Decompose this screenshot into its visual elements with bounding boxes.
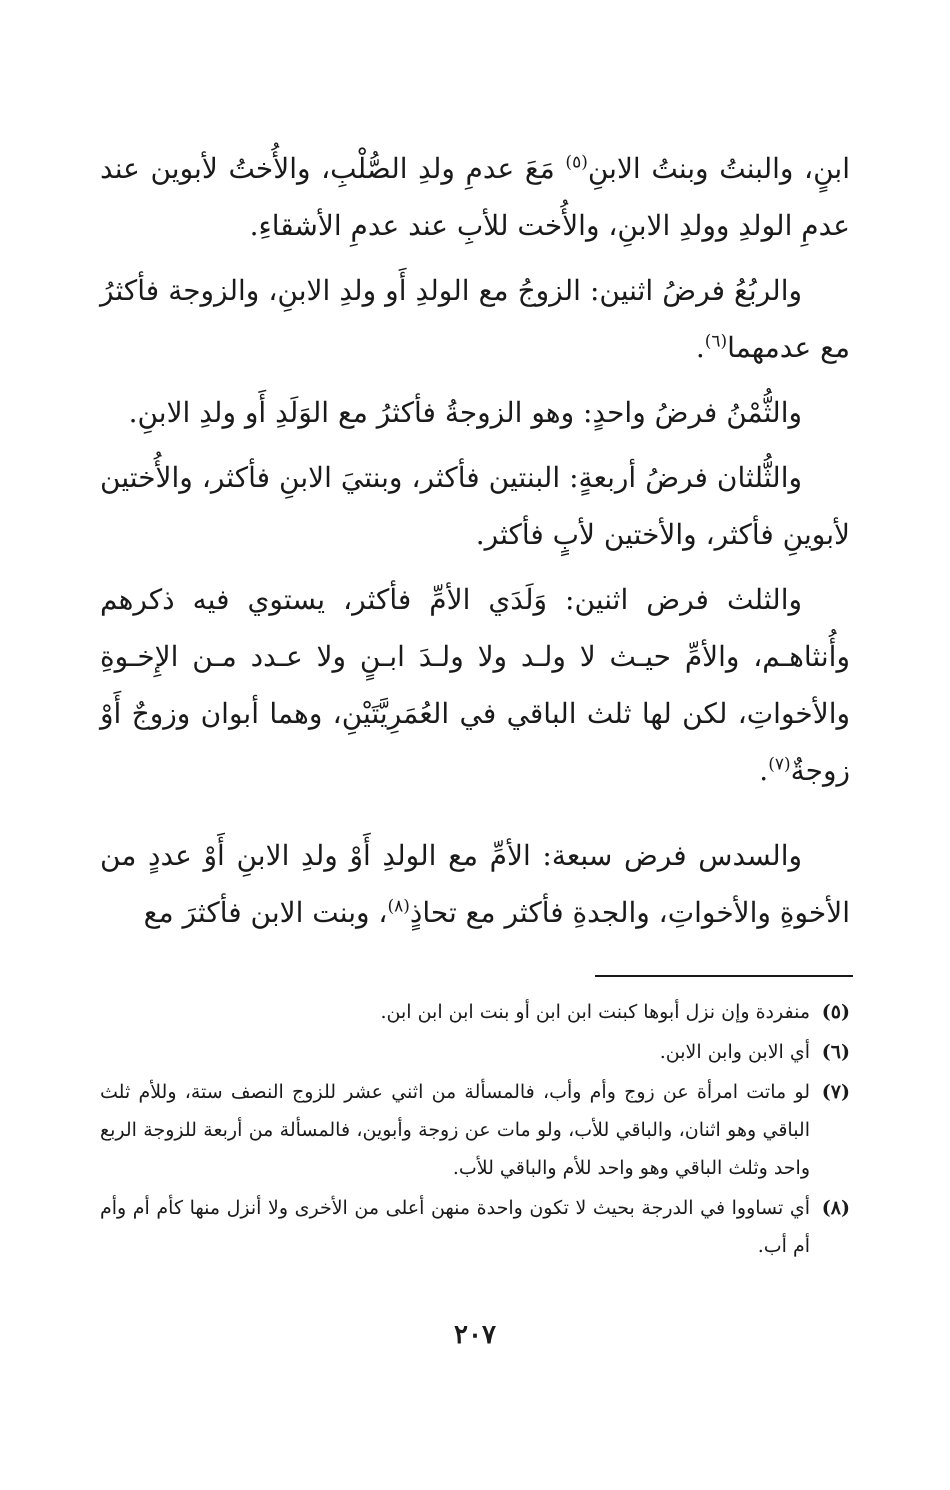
footnote-number: (٧) (821, 1081, 850, 1103)
footnote-5 (100, 993, 850, 1031)
footnotes (100, 993, 850, 1267)
paragraph-4: والثُّلثان فرضُ أربعةٍ: البنتين فأكثر، وبنتيَ الابنِ فأكثر، والأُختين لأبوينِ فأكثر، والأختين لأبٍ فأكثر. (100, 461, 850, 551)
main-text (100, 140, 850, 949)
footnote-text: منفردة وإن نزل أبوها كبنت ابن ابن أو بنت ابن ابن ابن. (380, 1001, 810, 1023)
paragraph-6: والسدس فرض سبعة: الأمِّ مع الولدِ أَوْ ولدِ الابنِ أَوْ عددٍ من الأخوةِ والأخواتِ، والجدةِ فأكثر مع تحاذٍ$^{(٨)}$، وبنت الابن فأكثرَ مع (100, 839, 850, 929)
footnote-ref-5[interactable]: (٥) (565, 152, 588, 173)
footnote-number: (٨) (821, 1197, 850, 1219)
footnote-7 (100, 1073, 850, 1187)
footnote-6 (100, 1033, 850, 1071)
footnote-separator (595, 975, 853, 977)
paragraph-3: والثُّمْنُ فرضُ واحدٍ: وهو الزوجةُ فأكثرُ مع الوَلَدِ أَو ولدِ الابنِ. (128, 396, 802, 429)
footnote-ref-7[interactable]: (٧) (768, 754, 791, 775)
paragraph-2: والربُعُ فرضُ اثنين: الزوجُ مع الولدِ أَو ولدِ الابنِ، والزوجة فأكثرُ مع عدمهما$^{(٦)}$. (100, 274, 850, 364)
footnote-text: لو ماتت امرأة عن زوج وأم وأب، فالمسألة من اثني عشر للزوج النصف ستة، وللأم ثلث الباقي وهو اثنان، والباقي للأب، ولو مات عن زوجة وأبوين، فالمسألة من أربعة للزوجة الربع واحد وثلث الباقي وهو واحد للأم والباقي للأب. (100, 1081, 810, 1179)
paragraph-5: والثلث فرض اثنين: وَلَدَي الأمِّ فأكثر، يستوي فيه ذكرهم وأُنثاهـم، والأمِّ حيـث لا ولـد ولا ولـدَ ابـنٍ ولا عـدد مـن الإِخـوةِ والأخواتِ، لكن لها ثلث الباقي في العُمَرِيَّتَيْنِ، وهما أبوان وزوجٌ أَوْ زوجةٌ$^{(٧)}$. (100, 583, 850, 787)
footnote-ref-8[interactable]: (٨) (387, 896, 410, 917)
page-number: ٢٠٧ (454, 1320, 496, 1350)
footnote-text: أي تساووا في الدرجة بحيث لا تكون واحدة منهن أعلى من الأخرى ولا أنزل منها كأم أم وأم أم أب. (100, 1197, 810, 1257)
footnote-number: (٦) (821, 1041, 850, 1063)
footnote-number: (٥) (821, 1001, 850, 1023)
footnote-text: أي الابن وابن الابن. (659, 1041, 810, 1063)
paragraph-1: ابنٍ، والبنتُ وبنتُ الابنِ$^{(٥)}$ مَعَ عدمِ ولدِ الصُّلْبِ، والأُختُ لأبوين عند عدمِ الولدِ وولدِ الابنِ، والأُخت للأبِ عند عدمِ الأشقاءِ. (100, 152, 850, 242)
footnote-ref-6[interactable]: (٦) (704, 331, 728, 352)
footnote-8 (100, 1189, 850, 1265)
